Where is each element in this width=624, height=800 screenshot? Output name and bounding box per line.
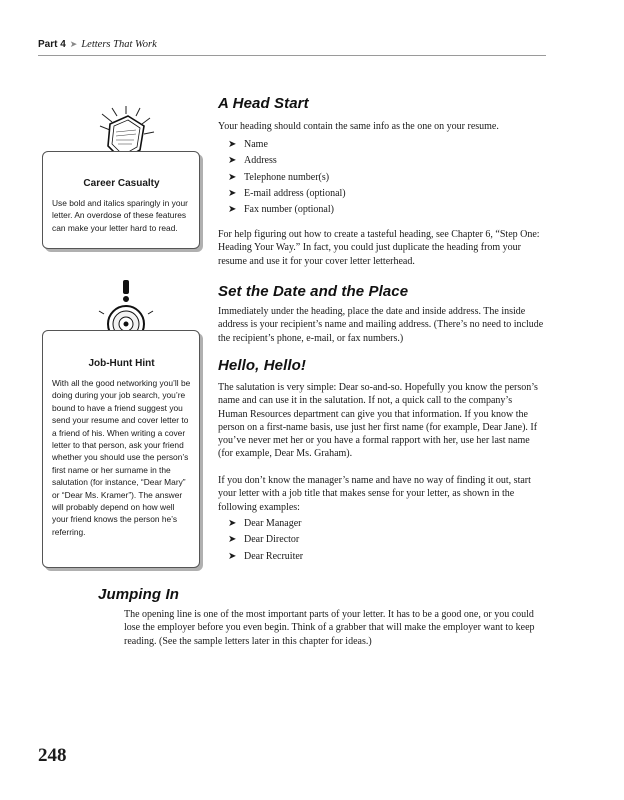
bullet-arrow-icon: ➤ — [228, 171, 237, 183]
list-item: ➤ Name — [228, 137, 346, 153]
bullet-arrow-icon: ➤ — [228, 155, 237, 167]
list-item: ➤ Telephone number(s) — [228, 170, 346, 186]
hello-paragraph-1: The salutation is very simple: Dear so-and-so. Hopefully you know the person’s name and can use it in the salutation. If not, a quick call to the company’s Human Resources department can give you that information. If you know the person on a first-name basis, use just her first name (for example, Dear Jane). If you’ve never met her or you have a formal rapport with her, use her last name (for example, Dear Ms. Graham). — [218, 382, 538, 460]
header-divider — [38, 55, 546, 56]
part-label: Part 4 — [38, 39, 66, 50]
bullet-arrow-icon: ➤ — [228, 139, 237, 150]
sidebar-job-hunt-hint — [42, 330, 200, 568]
page-number: 248 — [38, 745, 67, 766]
chapter-title: Letters That Work — [81, 39, 157, 50]
head-start-intro: Your heading should contain the same info as the one on your resume. — [218, 121, 499, 132]
list-item: ➤ Address — [228, 153, 346, 169]
salutation-examples-list — [228, 516, 303, 565]
heading-a-head-start: A Head Start — [218, 95, 309, 112]
heading-jumping-in: Jumping In — [98, 586, 179, 603]
bullet-arrow-icon: ➤ — [228, 550, 237, 562]
sidebar-text: With all the good networking you’ll be doing during your job search, you’re bound to have a friend suggest you send your resume and cover letter to a friend of his. When writing a cover letter to that person, ask your friend whether you should use the person’s first name or her surname in the salutation (for instance, “Dear Mary” or “Dear Ms. Kramer”). The answer will probably depend on how well your friend knows the person he’s referring. — [52, 378, 191, 537]
sidebar-title: Job-Hunt Hint — [88, 358, 155, 369]
sidebar-text: Use bold and italics sparingly in your letter. An overdose of these features can make your letter hard to read. — [52, 198, 188, 233]
heading-hello-hello: Hello, Hello! — [218, 357, 306, 374]
sidebar-title: Career Casualty — [83, 178, 160, 189]
heading-set-the-date: Set the Date and the Place — [218, 283, 409, 300]
bullet-arrow-icon: ➤ — [228, 518, 237, 529]
bullet-arrow-icon: ➤ — [228, 187, 237, 199]
bullet-arrow-icon: ➤ — [228, 204, 237, 216]
list-item: ➤ Dear Director — [228, 532, 303, 548]
jumping-in-paragraph: The opening line is one of the most important parts of your letter. It has to be a good one, or you could lose the employer before you even begin. Think of a grabber that will make the employer want to keep reading. (See the sample letters later in this chapter for ideas.) — [124, 609, 535, 647]
list-item: ➤ Dear Manager — [228, 516, 303, 532]
head-start-paragraph: For help figuring out how to create a tasteful heading, see Chapter 6, “Step One: Heading Your Way.” In fact, you could just duplicate the heading from your resume and use it for your cover letter letterhead. — [218, 229, 540, 267]
list-item: ➤ Fax number (optional) — [228, 202, 346, 218]
bullet-arrow-icon: ➤ — [228, 534, 237, 546]
arrow-right-icon: ➤ — [69, 39, 78, 49]
sidebar-career-casualty — [42, 151, 200, 249]
running-header — [38, 39, 157, 50]
date-place-paragraph: Immediately under the heading, place the date and inside address. The inside address is your recipient’s name and mailing address. (There’s no need to include the recipient’s phone, e-mail, or fax numbers.) — [218, 306, 544, 344]
heading-items-list — [228, 137, 346, 218]
list-item: ➤ E-mail address (optional) — [228, 186, 346, 202]
list-item: ➤ Dear Recruiter — [228, 549, 303, 565]
hello-paragraph-2: If you don’t know the manager’s name and have no way of finding it out, start your letter with a job title that makes sense for your letter, as shown in the following examples: — [218, 475, 531, 513]
